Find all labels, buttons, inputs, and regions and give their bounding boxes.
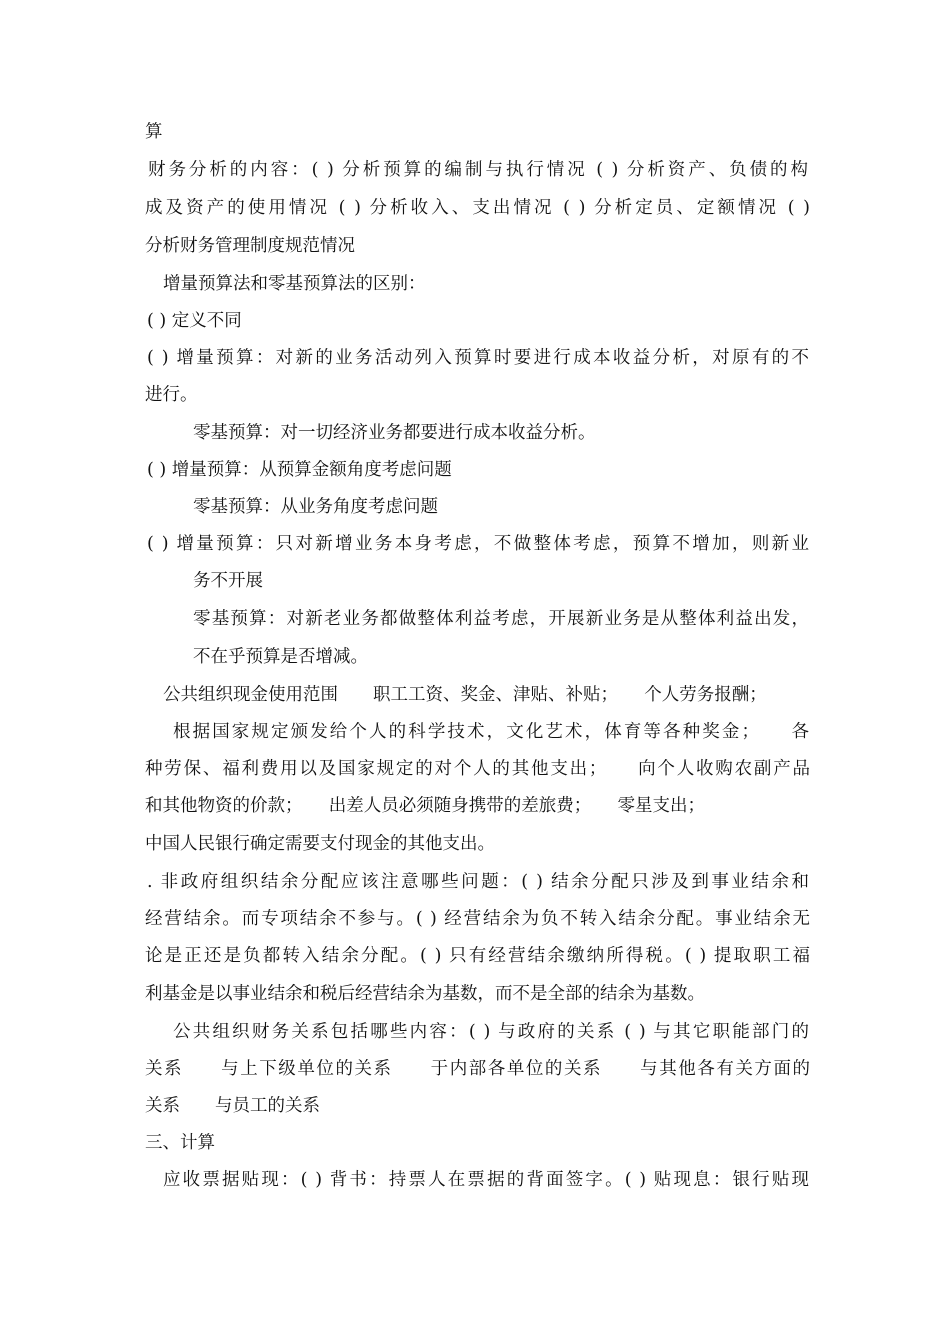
text-line: 利基金是以事业结余和税后经营结余为基数，而不是全部的结余为基数。 xyxy=(145,984,705,1004)
text-line: 论是正还是负都转入结余分配。( ) 只有经营结余缴纳所得税。( ) 提取职工福 xyxy=(145,946,810,966)
text-line: 公共组织财务关系包括哪些内容：( ) 与政府的关系 ( ) 与其它职能部门的 xyxy=(173,1022,809,1042)
text-line: 务不开展 xyxy=(193,571,263,591)
text-line: 进行。 xyxy=(145,385,198,405)
text-line: 零基预算：对一切经济业务都要进行成本收益分析。 xyxy=(193,423,596,443)
text-line: 财务分析的内容：( ) 分析预算的编制与执行情况 ( ) 分析资产、负债的构 xyxy=(148,160,808,180)
section-heading: 三、计算 xyxy=(145,1133,215,1153)
text-line: ( ) 增量预算：只对新增业务本身考虑，不做整体考虑，预算不增加，则新业 xyxy=(147,534,809,554)
text-line: . 非政府组织结余分配应该注意哪些问题：( ) 结余分配只涉及到事业结余和 xyxy=(147,872,809,892)
text-line: 种劳保、福利费用以及国家规定的对个人的其他支出； 向个人收购农副产品 xyxy=(145,759,810,779)
text-line: 中国人民银行确定需要支付现金的其他支出。 xyxy=(145,834,495,854)
text-line: 增量预算法和零基预算法的区别： xyxy=(163,274,426,294)
text-line: 公共组织现金使用范围 职工工资、奖金、津贴、补贴； 个人劳务报酬； xyxy=(163,685,767,705)
text-line: ( ) 增量预算：对新的业务活动列入预算时要进行成本收益分析，对原有的不 xyxy=(147,348,809,368)
text-line: 算 xyxy=(145,122,163,142)
text-line: 零基预算：从业务角度考虑问题 xyxy=(193,497,438,517)
text-line: 分析财务管理制度规范情况 xyxy=(145,236,355,256)
text-line: 根据国家规定颁发给个人的科学技术，文化艺术，体育等各种奖金； 各 xyxy=(173,722,809,742)
text-line: ( ) 增量预算：从预算金额角度考虑问题 xyxy=(147,460,452,480)
text-line: 和其他物资的价款； 出差人员必须随身携带的差旅费； 零星支出； xyxy=(145,796,705,816)
text-line: 成及资产的使用情况 ( ) 分析收入、支出情况 ( ) 分析定员、定额情况 ( ) xyxy=(145,198,810,218)
text-line: 关系 与上下级单位的关系 于内部各单位的关系 与其他各有关方面的 xyxy=(145,1059,810,1079)
text-line: 经营结余。而专项结余不参与。( ) 经营结余为负不转入结余分配。事业结余无 xyxy=(145,909,810,929)
text-line: 应收票据贴现：( ) 背书：持票人在票据的背面签字。( ) 贴现息：银行贴现 xyxy=(163,1170,809,1190)
text-line: 不在乎预算是否增减。 xyxy=(193,647,368,667)
text-line: 零基预算：对新老业务都做整体利益考虑，开展新业务是从整体利益出发， xyxy=(193,609,809,629)
text-line: 关系 与员工的关系 xyxy=(145,1096,320,1116)
text-line: ( ) 定义不同 xyxy=(147,311,242,331)
